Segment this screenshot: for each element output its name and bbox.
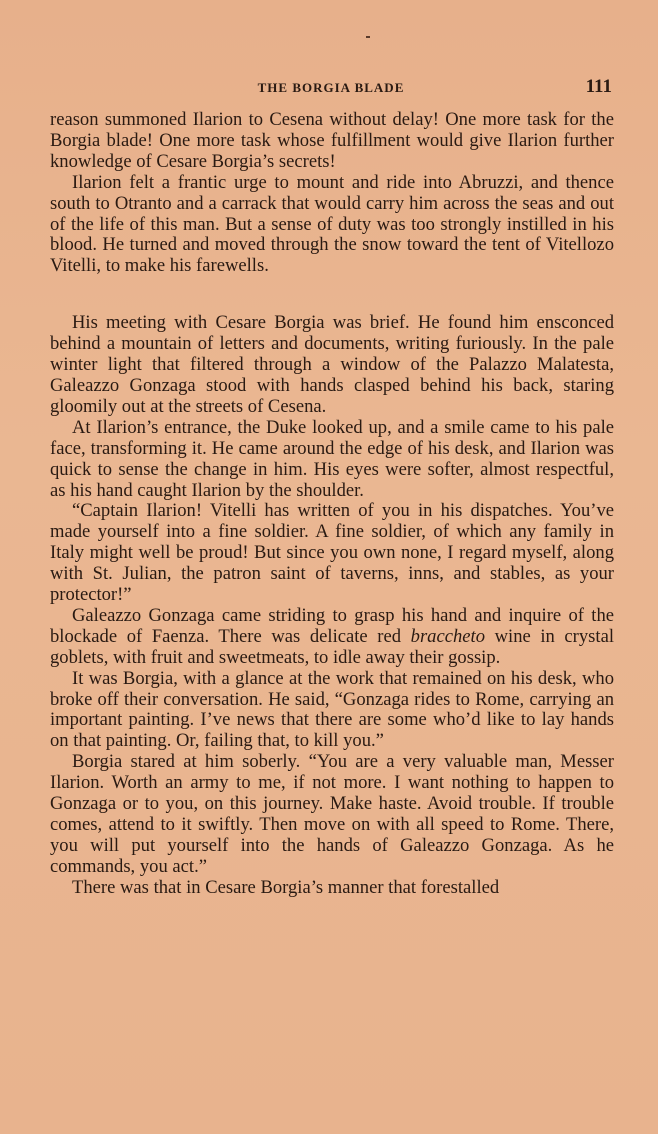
- paragraph-5: “Captain Ilarion! Vitelli has written of you in his dispatches. You’ve made yourself into a fine soldier. A fine soldier, of which any family in Italy might well be proud! But since you own none, I regard myself, along with St. Julian, the patron saint of taverns, inns, and stables, as your protector!”: [50, 500, 614, 606]
- italic-term: braccheto: [410, 625, 485, 647]
- print-speck: [366, 36, 370, 38]
- section-break: [50, 277, 614, 313]
- paragraph-7: It was Borgia, with a glance at the work that remained on his desk, who broke off their conversation. He said, “Gonzaga rides to Rome, carrying an important painting. I’ve news that there are some who’d like to lay hands on that painting. Or, failing that, to kill you.”: [50, 667, 614, 752]
- paragraph-9: There was that in Cesare Borgia’s manner that forestalled: [72, 876, 500, 898]
- running-title: THE BORGIA BLADE: [257, 80, 405, 95]
- page-number: 111: [585, 76, 612, 97]
- paragraph-4: At Ilarion’s entrance, the Duke looked up, and a smile came to his pale face, transforming it. He came around the edge of his desk, and Ilarion was quick to sense the change in him. His eyes were softer, almost respectful, as his hand caught Ilarion by the shoulder.: [50, 416, 614, 501]
- paragraph-2: Ilarion felt a frantic urge to mount and ride into Abruzzi, and thence south to Otranto and a carrack that would carry him across the seas and out of the life of this man. But a sense of duty was too strongly instilled in his blood. He turned and moved through the snow toward the tent of Vitellozo Vitelli, to make his farewells.: [50, 171, 614, 277]
- page-header: [50, 76, 612, 100]
- paragraph-3: His meeting with Cesare Borgia was brief. He found him ensconced behind a mountain of letters and documents, writing furiously. In the pale winter light that filtered through a window of the Palazzo Malatesta, Galeazzo Gonzaga stood with hands clasped behind his back, staring gloomily out at the streets of Cesena.: [50, 312, 614, 417]
- paragraph-8: Borgia stared at him soberly. “You are a very valuable man, Messer Ilarion. Worth an army to me, if not more. I want nothing to happen to Gonzaga or to you, on this journey. Make haste. Avoid trouble. If trouble comes, attend to it swiftly. Then move on with all speed to Rome. There, you will put yourself into the hands of Galeazzo Gonzaga. As he commands, you act.”: [50, 751, 614, 877]
- paragraph-1: reason summoned Ilarion to Cesena without delay! One more task for the Borgia blade! One more task whose fulfillment would give Ilarion further knowledge of Cesare Borgia’s secrets!: [50, 109, 614, 172]
- body-text: [50, 110, 614, 899]
- paragraph-6: Galeazzo Gonzaga came striding to grasp his hand and inquire of the blockade of Faenza. There was delicate red braccheto wine in crystal goblets, with fruit and sweetmeats, to idle away their gossip.: [50, 604, 614, 668]
